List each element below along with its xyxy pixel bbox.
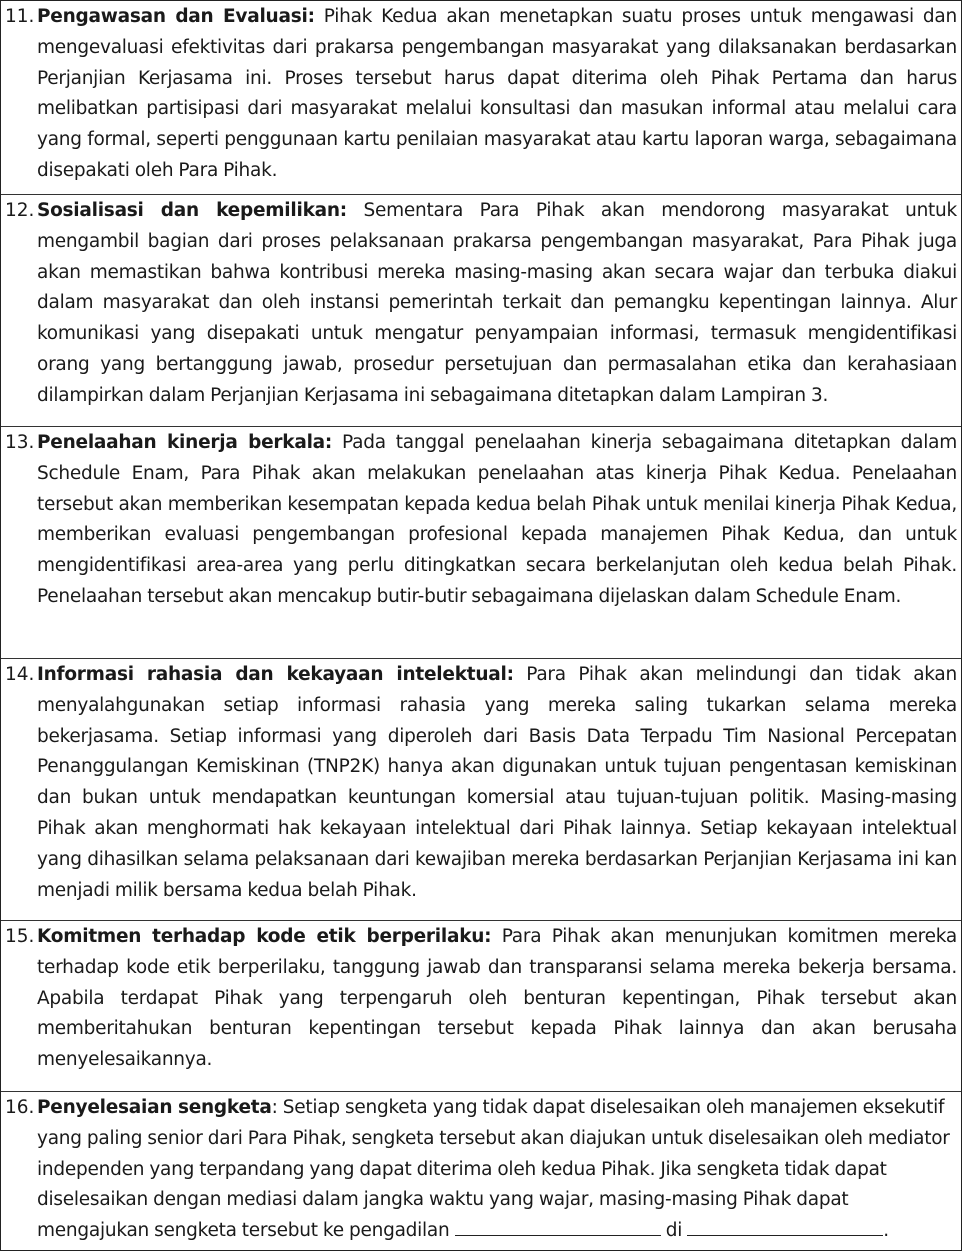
clause-number: 13.: [5, 432, 35, 453]
clause-heading: Komitmen terhadap kode etik berperilaku:: [37, 926, 492, 947]
ending-punctuation: .: [883, 1220, 889, 1242]
clause-body: [37, 1093, 957, 1247]
clause-body: [37, 196, 957, 412]
clause-16: [1, 1092, 961, 1250]
clause-heading: Informasi rahasia dan kekayaan intelektual:: [37, 664, 514, 685]
clause-number: 16.: [5, 1097, 35, 1118]
clause-number: 14.: [5, 664, 35, 685]
clause-body: [37, 2, 957, 187]
clause-body: [37, 922, 957, 1076]
clause-heading: Penelaahan kinerja berkala:: [37, 432, 333, 453]
clause-heading: Penyelesaian sengketa: [37, 1097, 272, 1118]
clause-heading: Sosialisasi dan kepemilikan:: [37, 200, 347, 221]
clause-13: [1, 427, 961, 659]
clause-number: 15.: [5, 926, 35, 947]
clause-text: Pihak Kedua akan menetapkan suatu proses untuk mengawasi dan mengevaluasi efektivitas dari prakarsa pengembangan masyarakat yang dilaksanakan berdasarkan Perjanjian Kerjasama ini. Proses tersebut harus dapat diterima oleh Pihak Pertama dan harus melibatkan partisipasi dari masyarakat melalui konsultasi dan masukan informal atau melalui cara yang formal, seperti penggunaan kartu penilaian masyarakat atau kartu laporan warga, sebagaimana disepakati oleh Para Pihak.: [37, 6, 957, 181]
clause-14: [1, 659, 961, 921]
clause-11: [1, 1, 961, 195]
clause-text: Sementara Para Pihak akan mendorong masyarakat untuk mengambil bagian dari proses pelaksanaan prakarsa pengembangan masyarakat, Para Pihak juga akan memastikan bahwa kontribusi mereka masing-masing akan secara wajar dan terbuka diakui dalam masyarakat dan oleh instansi pemerintah terkait dan pemangku kepentingan lainnya. Alur komunikasi yang disepakati untuk mengatur penyampaian informasi, termasuk mengidentifikasi orang yang bertanggung jawab, prosedur persetujuan dan permasalahan etika dan kerahasiaan dilampirkan dalam Perjanjian Kerjasama ini sebagaimana ditetapkan dalam Lampiran 3.: [37, 200, 957, 406]
clause-number: 12.: [5, 200, 35, 221]
clause-text: Pada tanggal penelaahan kinerja sebagaimana ditetapkan dalam Schedule Enam, Para Pihak akan melakukan penelaahan atas kinerja Pihak Kedua. Penelaahan tersebut akan memberikan kesempatan kepada kedua belah Pihak untuk menilai kinerja Pihak Kedua, memberikan evaluasi pengembangan profesional kepada manajemen Pihak Kedua, dan untuk mengidentifikasi area-area yang perlu ditingkatkan secara berkelanjutan oleh kedua belah Pihak. Penelaahan tersebut akan mencakup butir-butir sebagaimana dijelaskan dalam Schedule Enam.: [37, 432, 957, 607]
clause-body: [37, 428, 957, 613]
clause-number: 11.: [5, 6, 35, 27]
clause-text: Para Pihak akan menunjukan komitmen mereka terhadap kode etik berperilaku, tanggung jawab dan transparansi selama mereka bekerja bersama. Apabila terdapat Pihak yang terpengaruh oleh benturan kepentingan, Pihak tersebut akan memberitahukan benturan kepentingan tersebut kepada Pihak lainnya dan akan berusaha menyelesaikannya.: [37, 926, 957, 1071]
court-location-blank[interactable]: [687, 1217, 883, 1236]
court-name-blank[interactable]: [455, 1217, 661, 1236]
clause-heading: Pengawasan dan Evaluasi:: [37, 6, 315, 27]
clause-text: : Setiap sengketa yang tidak dapat diselesaikan oleh manajemen eksekutif yang paling senior dari Para Pihak, sengketa tersebut akan diajukan untuk diselesaikan oleh mediator independen yang terpandang yang dapat diterima oleh kedua Pihak. Jika sengketa tidak dapat diselesaikan dengan mediasi dalam jangka waktu yang wajar, masing-masing Pihak dapat mengajukan sengketa tersebut ke pengadilan: [37, 1097, 950, 1242]
clause-body: [37, 660, 957, 906]
clause-12: [1, 195, 961, 427]
connector-text: di: [660, 1220, 688, 1242]
clause-15: [1, 921, 961, 1092]
clause-text: Para Pihak akan melindungi dan tidak akan menyalahgunakan setiap informasi rahasia yang mereka saling tukarkan selama mereka bekerjasama. Setiap informasi yang diperoleh dari Basis Data Terpadu Tim Nasional Percepatan Penanggulangan Kemiskinan (TNP2K) hanya akan digunakan untuk tujuan pengentasan kemiskinan dan bukan untuk mendapatkan keuntungan komersial atau tujuan-tujuan politik. Masing-masing Pihak akan menghormati hak kekayaan intelektual dari Pihak lainnya. Setiap kekayaan intelektual yang dihasilkan selama pelaksanaan dari kewajiban mereka berdasarkan Perjanjian Kerjasama ini kan menjadi milik bersama kedua belah Pihak.: [37, 664, 957, 901]
